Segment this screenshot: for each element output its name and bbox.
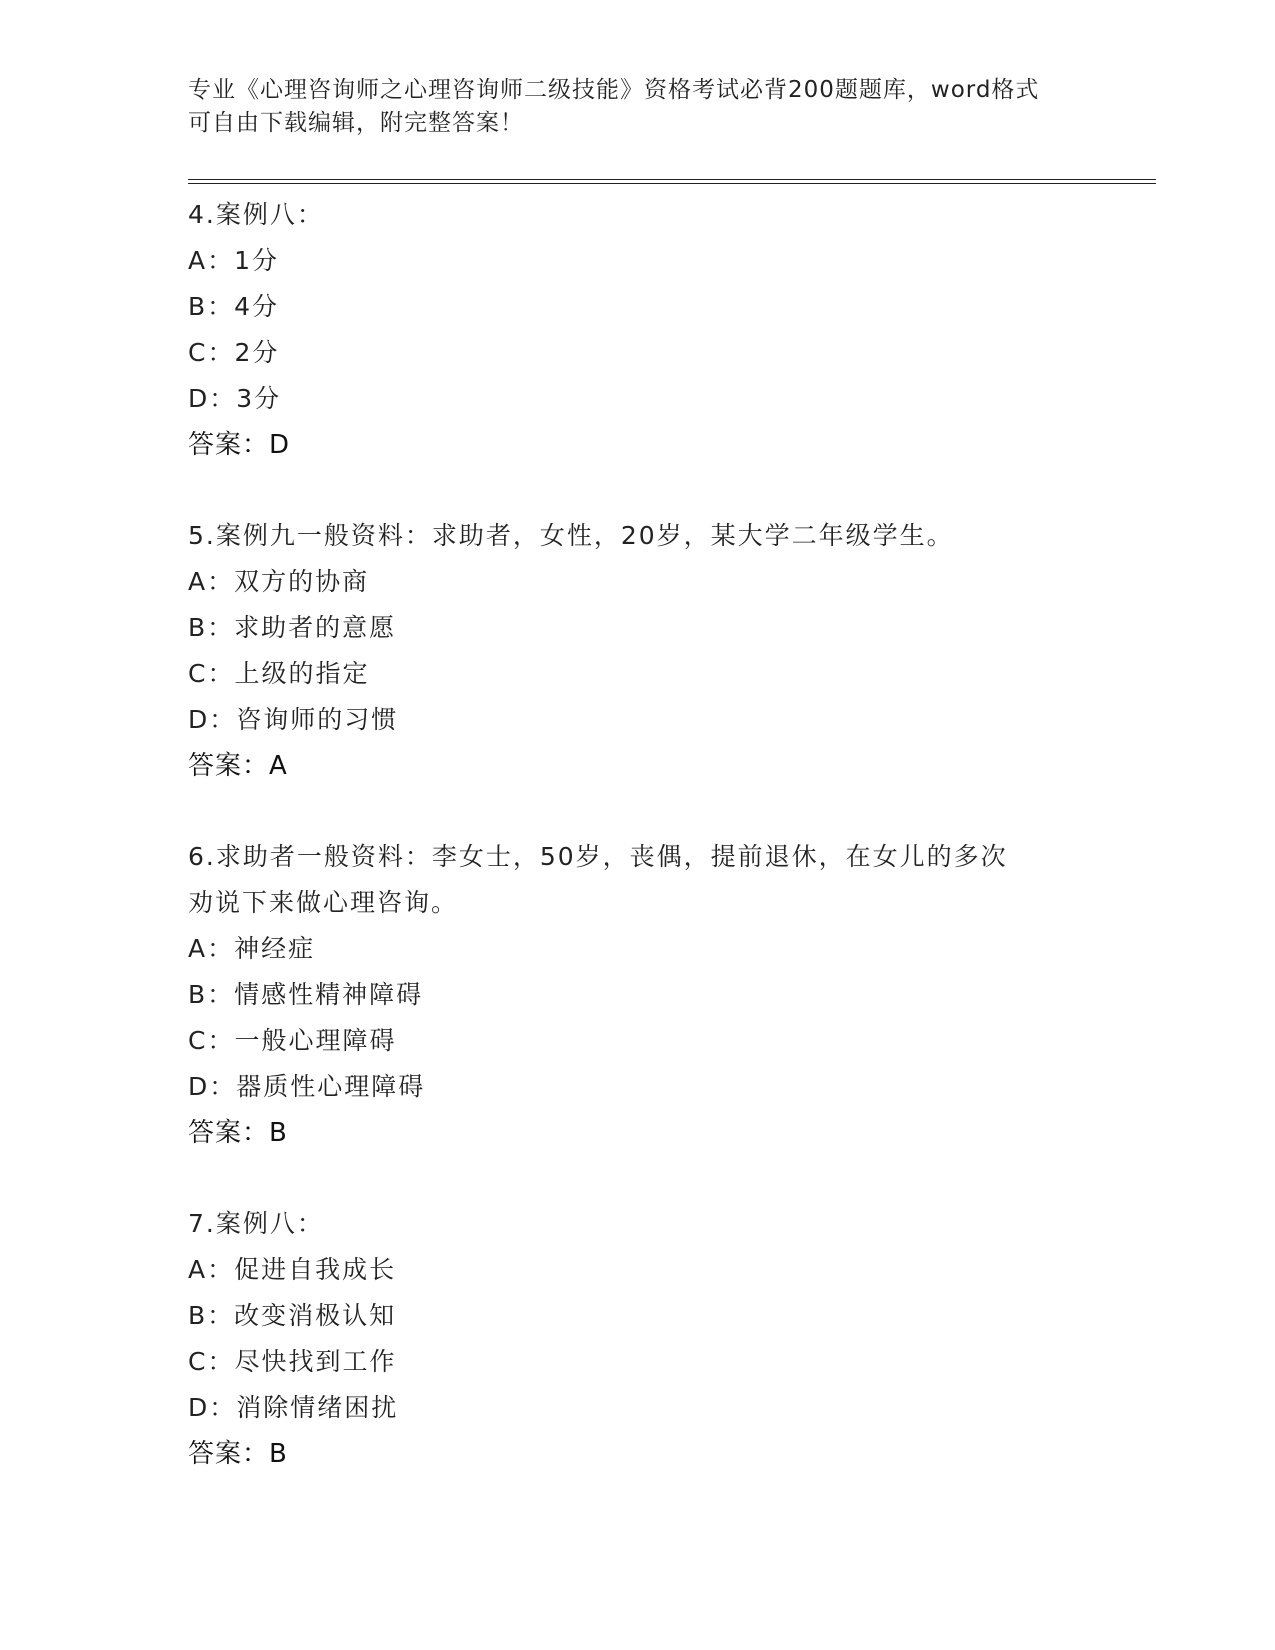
question-6 (188, 834, 1088, 1156)
option-d: D：3分 (188, 384, 282, 413)
option-b: B：4分 (188, 292, 280, 321)
option-a: A：神经症 (188, 934, 316, 963)
header-line-2: 可自由下载编辑，附完整答案！ (188, 110, 524, 136)
option-c: C：尽快找到工作 (188, 1347, 397, 1376)
option-c: C：一般心理障碍 (188, 1026, 397, 1055)
document-header (188, 74, 1068, 140)
answer-line: 答案：B (188, 1118, 288, 1148)
answer-line: 答案：D (188, 430, 291, 460)
option-b: B：求助者的意愿 (188, 613, 397, 642)
question-stem-line-1: 6.求助者一般资料：李女士，50岁，丧偶，提前退休，在女儿的多次 (188, 842, 1008, 871)
option-b: B：改变消极认知 (188, 1301, 397, 1330)
answer-line: 答案：B (188, 1439, 288, 1469)
header-line-1: 专业《心理咨询师之心理咨询师二级技能》资格考试必背200题题库，word格式 (188, 77, 1040, 103)
question-7 (188, 1201, 1088, 1477)
question-stem: 4.案例八： (188, 200, 324, 229)
question-list (188, 192, 1088, 1477)
option-a: A：1分 (188, 246, 280, 275)
option-d: D：消除情绪困扰 (188, 1393, 399, 1422)
option-b: B：情感性精神障碍 (188, 980, 424, 1009)
answer-line: 答案：A (188, 751, 288, 781)
question-stem-line-2: 劝说下来做心理咨询。 (188, 888, 459, 917)
question-stem: 7.案例八： (188, 1209, 324, 1238)
question-4 (188, 192, 1088, 468)
option-a: A：促进自我成长 (188, 1255, 397, 1284)
option-c: C：2分 (188, 338, 280, 367)
question-5 (188, 513, 1088, 789)
question-stem: 5.案例九一般资料：求助者，女性，20岁，某大学二年级学生。 (188, 521, 954, 550)
option-a: A：双方的协商 (188, 567, 370, 596)
option-c: C：上级的指定 (188, 659, 370, 688)
header-divider-top (188, 179, 1156, 180)
option-d: D：器质性心理障碍 (188, 1072, 426, 1101)
option-d: D：咨询师的习惯 (188, 705, 399, 734)
header-divider-bottom (188, 183, 1156, 184)
